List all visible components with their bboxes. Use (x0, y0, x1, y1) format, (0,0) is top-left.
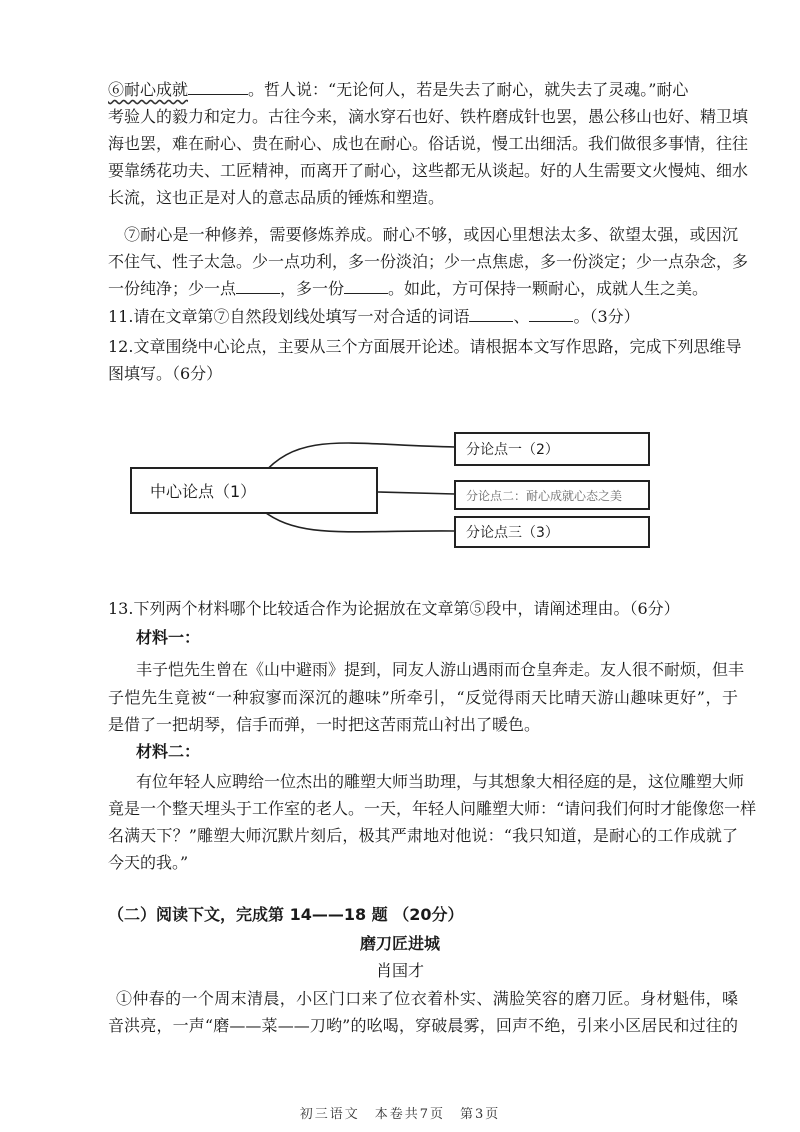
question-13: 13.下列两个材料哪个比较适合作为论据放在文章第⑤段中，请阐述理由。（6分） (108, 599, 680, 618)
para7-line3-a: 一份纯净；少一点 (108, 279, 237, 298)
material-1-line3: 是借了一把胡琴，信手而弹，一时把这苦雨荒山衬出了暖色。 (108, 715, 541, 734)
section-2-heading: （二）阅读下文，完成第 14——18 题 （20分） (108, 905, 464, 924)
para6-line5: 长流，这也正是对人的意志品质的锤炼和塑造。 (108, 188, 445, 207)
q11-sep: 、 (513, 307, 530, 326)
article-title: 磨刀匠进城 (359, 934, 440, 953)
article-p1-line2: 音洪亮，一声“磨——菜——刀哟”的吆喝，穿破晨雾，回声不绝，引来小区居民和过往的 (108, 1016, 738, 1035)
material-2-line2: 竟是一个整天埋头于工作室的老人。一天，年轻人问雕塑大师：“请问我们何时才能像您一样 (108, 799, 757, 818)
article-author: 肖国才 (375, 961, 424, 980)
mindmap-central-box[interactable] (130, 467, 378, 514)
question-12-line1: 12.文章围绕中心论点，主要从三个方面展开论述。请根据本文写作思路，完成下列思维导 (108, 337, 742, 356)
mindmap-sub1-box[interactable] (454, 432, 650, 466)
mindmap-sub2-box (454, 480, 650, 510)
article-p1-line1: ①仲春的一个周末清晨，小区门口来了位衣着朴实、满脸笑容的磨刀匠。身材魁伟，嗓 (116, 989, 738, 1008)
para6-line2: 考验人的毅力和定力。古往今来，滴水穿石也好、铁杵磨成针也罢，愚公移山也好、精卫填 (108, 107, 749, 126)
material-1-label: 材料一： (136, 628, 201, 647)
q11-text-b: 。（3分） (573, 307, 640, 326)
para6-line3: 海也罢，难在耐心、贵在耐心、成也在耐心。俗话说，慢工出细活。我们做很多事情，往往 (108, 134, 749, 153)
para6-start: ⑥耐心成就 (108, 80, 189, 99)
mindmap-sub3-label: 分论点三（3） (466, 525, 559, 541)
material-1-line2: 子恺先生竟被“一种寂寥而深沉的趣味”所牵引，“反觉得雨天比晴天游山趣味更好”，于 (108, 688, 738, 707)
para6-line1-rest: 。哲人说：“无论何人，若是失去了耐心，就失去了灵魂。”耐心 (248, 80, 689, 99)
para6-line4: 要靠绣花功夫、工匠精神，而离开了耐心，这些都无从谈起。好的人生需要文火慢炖、细水 (108, 161, 749, 180)
para7-line3-b: ，多一份 (280, 279, 345, 298)
material-2-line4: 今天的我。” (108, 853, 189, 872)
question-12-line2: 图填写。（6分） (108, 364, 223, 383)
para7-line1: ⑦耐心是一种修养，需要修炼养成。耐心不够，或因心里想法太多、欲望太强，或因沉 (124, 225, 738, 244)
material-2-line3: 名满天下？”雕塑大师沉默片刻后，极其严肃地对他说：“我只知道，是耐心的工作成就了 (108, 826, 738, 845)
material-2-line1: 有位年轻人应聘给一位杰出的雕塑大师当助理，与其想象大相径庭的是，这位雕塑大师 (136, 772, 745, 791)
mindmap-sub1-label: 分论点一（2） (466, 442, 559, 458)
para7-line2: 不住气、性子太急。少一点功利，多一份淡泊；少一点焦虑，多一份淡定；少一点杂念，多 (108, 252, 749, 271)
q11-text-a: 11.请在文章第⑦自然段划线处填写一对合适的词语 (108, 307, 470, 326)
material-1-line1: 丰子恺先生曾在《山中避雨》提到，同友人游山遇雨而仓皇奔走。友人很不耐烦，但丰 (136, 660, 745, 679)
mindmap-sub2-label: 分论点二：耐心成就心态之美 (466, 488, 623, 503)
para7-line3-c: 。如此，方可保持一颗耐心，成就人生之美。 (388, 279, 709, 298)
page-footer: 初三语文 本卷共7页 第3页 (299, 1107, 501, 1122)
mindmap-sub3-box[interactable] (454, 516, 650, 548)
mindmap-central-label: 中心论点（1） (150, 482, 257, 501)
material-2-label: 材料二： (136, 742, 201, 761)
